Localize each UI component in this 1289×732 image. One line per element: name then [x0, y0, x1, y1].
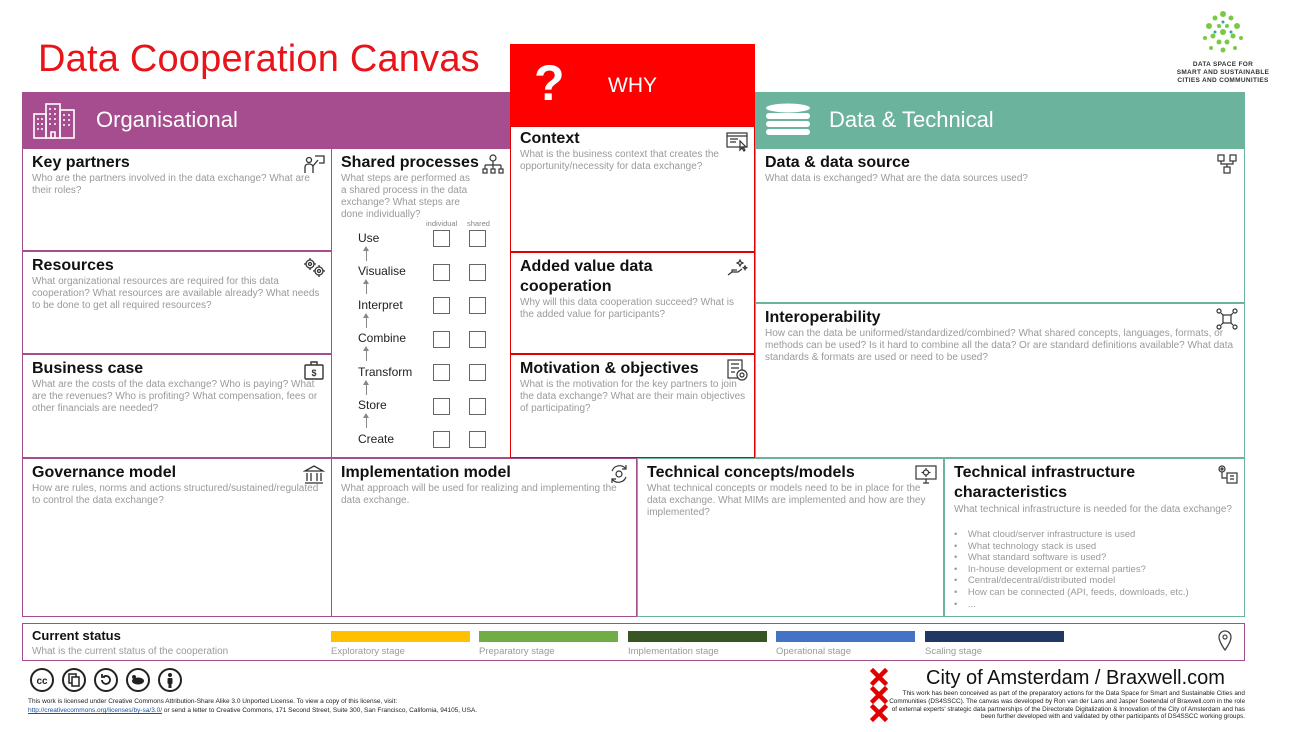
network-nodes-icon — [1216, 308, 1238, 330]
shared-processes-desc: What steps are performed as a shared process in the data exchange? What steps are done individually? — [341, 173, 470, 220]
step-combine-shared-checkbox[interactable] — [469, 331, 486, 348]
page-title: Data Cooperation Canvas — [38, 38, 480, 80]
question-mark-icon: ? — [534, 55, 565, 111]
hand-sparkle-icon — [726, 257, 748, 279]
up-arrow-icon — [366, 383, 367, 395]
resources-desc: What organizational resources are required for this data cooperation? What resources are available already? What needs to be done to get all required resources? — [32, 276, 320, 311]
added-value-title: Added value data cooperation — [520, 258, 653, 295]
key-partners-title: Key partners — [32, 154, 130, 171]
svg-text:cc: cc — [36, 676, 48, 687]
tech-infra-bullet-text: What cloud/server infrastructure is used — [967, 529, 1136, 540]
shared-processes-cell[interactable] — [331, 148, 511, 458]
stage-operational-label: Operational stage — [776, 646, 851, 657]
remix-icon — [94, 668, 118, 692]
step-store-label: Store — [358, 398, 387, 412]
column-header-individual: individual — [426, 219, 458, 228]
added-value-cell[interactable] — [510, 252, 755, 354]
context-desc: What is the business context that creates the opportunity/necessity for data exchange? — [520, 149, 719, 172]
location-pin-icon — [1218, 630, 1232, 652]
stage-implementation-label: Implementation stage — [628, 646, 719, 657]
data-source-desc: What data is exchanged? What are the data sources used? — [765, 173, 1028, 184]
up-arrow-icon — [366, 249, 367, 261]
tech-infra-bullet-text: How can be connected (API, feeds, downloads, etc.) — [967, 586, 1189, 598]
cycle-gear-icon — [608, 463, 630, 485]
tech-infra-desc: What technical infrastructure is needed for the data exchange? — [954, 504, 1232, 515]
ds4sscc-logo — [1168, 8, 1278, 84]
step-transform-label: Transform — [358, 365, 413, 379]
tech-infra-bullet: • ... — [954, 598, 976, 610]
implementation-desc: What approach will be used for realizing and implementing the data exchange. — [341, 483, 617, 506]
implementation-title: Implementation model — [341, 464, 511, 481]
organisational-header — [22, 92, 510, 148]
briefcase-icon — [303, 359, 325, 381]
interoperability-desc: How can the data be uniformed/standardized/combined? What shared concepts, languages, formats, or methods can be used? Is it hard to combine all the data? Or are standard definitions available? What data standards & formats are used or need to be used? — [765, 328, 1234, 363]
logo-text-line1: DATA SPACE FOR — [1192, 61, 1254, 68]
motivation-title: Motivation & objectives — [520, 360, 699, 377]
noncommercial-icon — [126, 668, 150, 692]
step-interpret-individual-checkbox[interactable] — [433, 297, 450, 314]
up-arrow-icon — [366, 282, 367, 294]
stage-exploratory-bar[interactable] — [331, 631, 470, 642]
stage-preparatory-bar[interactable] — [479, 631, 618, 642]
step-combine-individual-checkbox[interactable] — [433, 331, 450, 348]
step-visualise-label: Visualise — [358, 264, 406, 278]
governance-desc: How are rules, norms and actions structured/sustained/regulated to control the data exchange? — [32, 483, 319, 506]
cc-icon — [30, 668, 54, 692]
step-create-individual-checkbox[interactable] — [433, 431, 450, 448]
stage-implementation-bar[interactable] — [628, 631, 767, 642]
amsterdam-crosses-icon — [870, 668, 888, 724]
logo-text-line2: SMART AND SUSTAINABLE — [1176, 69, 1270, 76]
governance-cell[interactable] — [22, 458, 332, 617]
tech-concepts-cell[interactable] — [637, 458, 944, 617]
step-use-label: Use — [358, 231, 380, 245]
step-interpret-shared-checkbox[interactable] — [469, 297, 486, 314]
why-header-label: WHY — [608, 74, 657, 97]
license-link[interactable]: http://creativecommons.org/licenses/by-sa/3.0/ — [28, 707, 163, 714]
resources-title: Resources — [32, 257, 114, 274]
step-visualise-shared-checkbox[interactable] — [469, 264, 486, 281]
step-use-individual-checkbox[interactable] — [433, 230, 450, 247]
step-store-shared-checkbox[interactable] — [469, 398, 486, 415]
tech-infra-bullet-list — [954, 529, 1189, 610]
key-partners-cell[interactable] — [22, 148, 332, 251]
step-interpret-label: Interpret — [358, 298, 403, 312]
step-visualise-individual-checkbox[interactable] — [433, 264, 450, 281]
tech-infra-bullet: • In-house development or external parties? — [954, 563, 1146, 575]
tech-infra-bullet: • What cloud/server infrastructure is used — [954, 529, 1136, 540]
license-text — [28, 697, 477, 715]
step-combine-label: Combine — [358, 331, 407, 345]
context-cell[interactable] — [510, 126, 755, 252]
buildings-icon — [32, 100, 78, 140]
interoperability-title: Interoperability — [765, 309, 881, 326]
business-case-title: Business case — [32, 360, 144, 377]
presenter-icon — [303, 153, 325, 175]
browser-click-icon — [726, 131, 748, 153]
dots-logo-icon — [1193, 8, 1253, 54]
motivation-desc: What is the motivation for the key partners to join the data exchange? What are their main objectives of participating? — [520, 379, 746, 414]
license-line1: This work is licensed under Creative Commons Attribution-Share Alike 3.0 Unported License. To view a copy of this license, visit: — [28, 698, 398, 705]
monitor-gear-icon — [915, 463, 937, 485]
attribution-icon — [158, 668, 182, 692]
infrastructure-icon — [1216, 463, 1238, 485]
up-arrow-icon — [366, 349, 367, 361]
data-source-cell[interactable] — [755, 148, 1245, 303]
tech-infra-title: Technical infrastructure characteristics — [954, 464, 1136, 501]
footer-credit: This work has been conceived as part of the preparatory actions for the Data Space for Smart and Sustainable Cities and Communities (DS4SSCC). The canvas was developed by Ron van der Lans and Jasper Soetendal of Braxwell.com in the role of external experts' strategic data partnerships of the Directorate Digitalization & Innovation of the City of Amsterdam and has been further developed with and validated by other participants of DS4SSCC working groups. — [889, 690, 1245, 721]
database-icon — [765, 103, 811, 137]
step-transform-individual-checkbox[interactable] — [433, 364, 450, 381]
step-create-label: Create — [358, 432, 395, 446]
tech-infra-bullet-text: ... — [967, 598, 976, 610]
data-hierarchy-icon — [1216, 153, 1238, 175]
step-transform-shared-checkbox[interactable] — [469, 364, 486, 381]
stage-scaling-label: Scaling stage — [925, 646, 983, 657]
key-partners-desc: Who are the partners involved in the data exchange? What are their roles? — [32, 173, 310, 196]
interoperability-cell[interactable] — [755, 303, 1245, 458]
step-create-shared-checkbox[interactable] — [469, 431, 486, 448]
organisational-header-label: Organisational — [96, 107, 238, 132]
government-building-icon — [303, 463, 325, 485]
footer-city: City of Amsterdam / Braxwell.com — [926, 667, 1225, 689]
share-copy-icon — [62, 668, 86, 692]
tech-infra-bullet-text: In-house development or external parties? — [967, 563, 1146, 575]
svg-text:$: $ — [311, 368, 317, 378]
data-source-title: Data & data source — [765, 154, 910, 171]
context-title: Context — [520, 130, 580, 147]
tech-concepts-title: Technical concepts/models — [647, 464, 855, 481]
up-arrow-icon — [366, 316, 367, 328]
current-status-title: Current status — [32, 628, 121, 643]
resources-cell[interactable] — [22, 251, 332, 354]
tech-concepts-desc: What technical concepts or models need to be in place for the data exchange. What MIMs are implemented and how are they implemented? — [647, 483, 926, 518]
shared-processes-title: Shared processes — [341, 154, 479, 171]
tech-infra-bullet-text: Central/decentral/distributed model — [967, 575, 1116, 587]
tech-infra-bullet-text: What standard software is used? — [967, 552, 1107, 564]
why-header — [510, 44, 755, 126]
license-line2: or send a letter to Creative Commons, 171 Second Street, Suite 300, San Francisco, California, 94105, USA. — [162, 707, 478, 714]
up-arrow-icon — [366, 416, 367, 428]
technical-header-label: Data & Technical — [829, 107, 994, 132]
gears-icon — [303, 256, 325, 278]
tech-infra-bullet: • What technology stack is used — [954, 540, 1097, 552]
stage-preparatory-label: Preparatory stage — [479, 646, 555, 657]
stage-scaling-bar[interactable] — [925, 631, 1064, 642]
current-status-desc: What is the current status of the cooperation — [32, 646, 229, 657]
governance-title: Governance model — [32, 464, 177, 481]
implementation-cell[interactable] — [331, 458, 637, 617]
tech-infra-cell[interactable] — [944, 458, 1245, 617]
business-case-cell[interactable] — [22, 354, 332, 458]
stage-operational-bar[interactable] — [776, 631, 915, 642]
technical-header — [755, 92, 1245, 148]
tech-infra-bullet: • What standard software is used? — [954, 552, 1107, 564]
step-use-shared-checkbox[interactable] — [469, 230, 486, 247]
logo-text-line3: CITIES AND COMMUNITIES — [1177, 77, 1269, 84]
process-network-icon — [482, 153, 504, 175]
column-header-shared: shared — [467, 219, 490, 228]
tech-infra-bullet: • How can be connected (API, feeds, downloads, etc.) — [954, 586, 1189, 598]
tech-infra-bullet: • Central/decentral/distributed model — [954, 575, 1116, 587]
stage-exploratory-label: Exploratory stage — [331, 646, 405, 657]
added-value-desc: Why will this data cooperation succeed? What is the added value for participants? — [520, 297, 734, 320]
business-case-desc: What are the costs of the data exchange? Who is paying? What are the revenues? Who is profiting? What compensation, fees or other financials are needed? — [32, 379, 318, 414]
checklist-target-icon — [726, 359, 748, 381]
motivation-cell[interactable] — [510, 354, 755, 458]
step-store-individual-checkbox[interactable] — [433, 398, 450, 415]
tech-infra-bullet-text: What technology stack is used — [967, 540, 1097, 552]
